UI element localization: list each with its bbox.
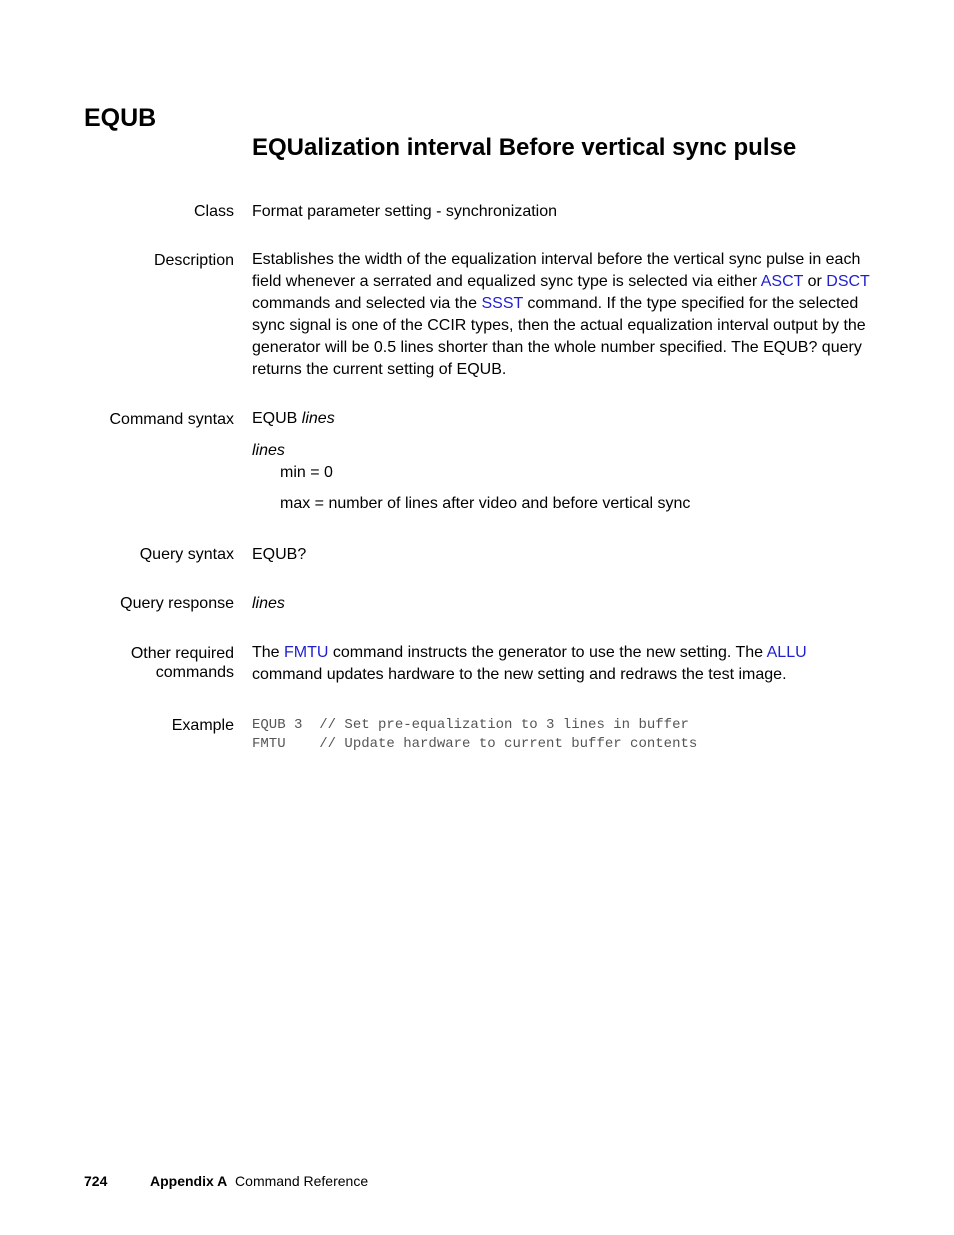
- query-syntax-label: Query syntax: [139, 546, 234, 563]
- param-name: lines: [252, 442, 285, 459]
- appendix-label: Appendix A: [150, 1173, 228, 1189]
- other-commands-text: [252, 642, 872, 686]
- ssst-link[interactable]: SSST: [481, 295, 523, 312]
- query-response-label: Query response: [120, 595, 234, 612]
- description-label: Description: [153, 252, 234, 269]
- description-text: [252, 249, 872, 381]
- command-title: EQUalization interval Before vertical sync pulse: [252, 134, 797, 161]
- allu-link[interactable]: ALLU: [766, 644, 807, 661]
- description-text-1: Establishes the width of the equalization interval before the vertical sync pulse in each field whenever a serrated and equalized sync type is selected via either: [252, 251, 861, 290]
- command-name: EQUB: [84, 104, 157, 132]
- other-commands-label-line2: commands: [155, 664, 234, 681]
- syntax-command: EQUB: [252, 410, 302, 427]
- page-number: 724: [84, 1173, 108, 1189]
- description-text-3: commands and selected via the: [252, 295, 482, 312]
- command-syntax-content: [252, 408, 872, 515]
- syntax-param: lines: [301, 410, 335, 427]
- class-value: Format parameter setting - synchronization: [252, 203, 558, 220]
- appendix-title: Command Reference: [235, 1173, 369, 1189]
- appendix-reference: [150, 1173, 368, 1189]
- example-line-2: FMTU // Update hardware to current buffer contents: [252, 736, 698, 752]
- query-response-value: lines: [252, 595, 285, 612]
- other-commands-label-line1: Other required: [130, 645, 234, 662]
- asct-link[interactable]: ASCT: [760, 273, 804, 290]
- query-syntax-value: EQUB?: [252, 546, 307, 563]
- param-min: min = 0: [280, 464, 333, 481]
- class-label: Class: [193, 203, 234, 220]
- dsct-link[interactable]: DSCT: [826, 273, 870, 290]
- other-commands-text-3: command updates hardware to the new setting and redraws the test image.: [252, 666, 787, 683]
- other-commands-text-1: The: [252, 644, 285, 661]
- param-max: max = number of lines after video and before vertical sync: [280, 495, 691, 512]
- command-syntax-label: Command syntax: [109, 411, 234, 428]
- example-code: [252, 716, 872, 754]
- example-label: Example: [171, 717, 234, 734]
- other-commands-label: [34, 644, 234, 682]
- description-text-4: command. If the type specified for the selected sync signal is one of the CCIR types, then the actual equalization interval output by the generator will be 0.5 lines shorter than the whole number specified. The EQUB? query returns the current setting of EQUB.: [252, 295, 866, 378]
- other-commands-text-2: command instructs the generator to use the new setting. The: [328, 644, 767, 661]
- description-text-2: or: [803, 273, 827, 290]
- example-line-1: EQUB 3 // Set pre-equalization to 3 lines in buffer: [252, 717, 689, 733]
- fmtu-link[interactable]: FMTU: [284, 644, 329, 661]
